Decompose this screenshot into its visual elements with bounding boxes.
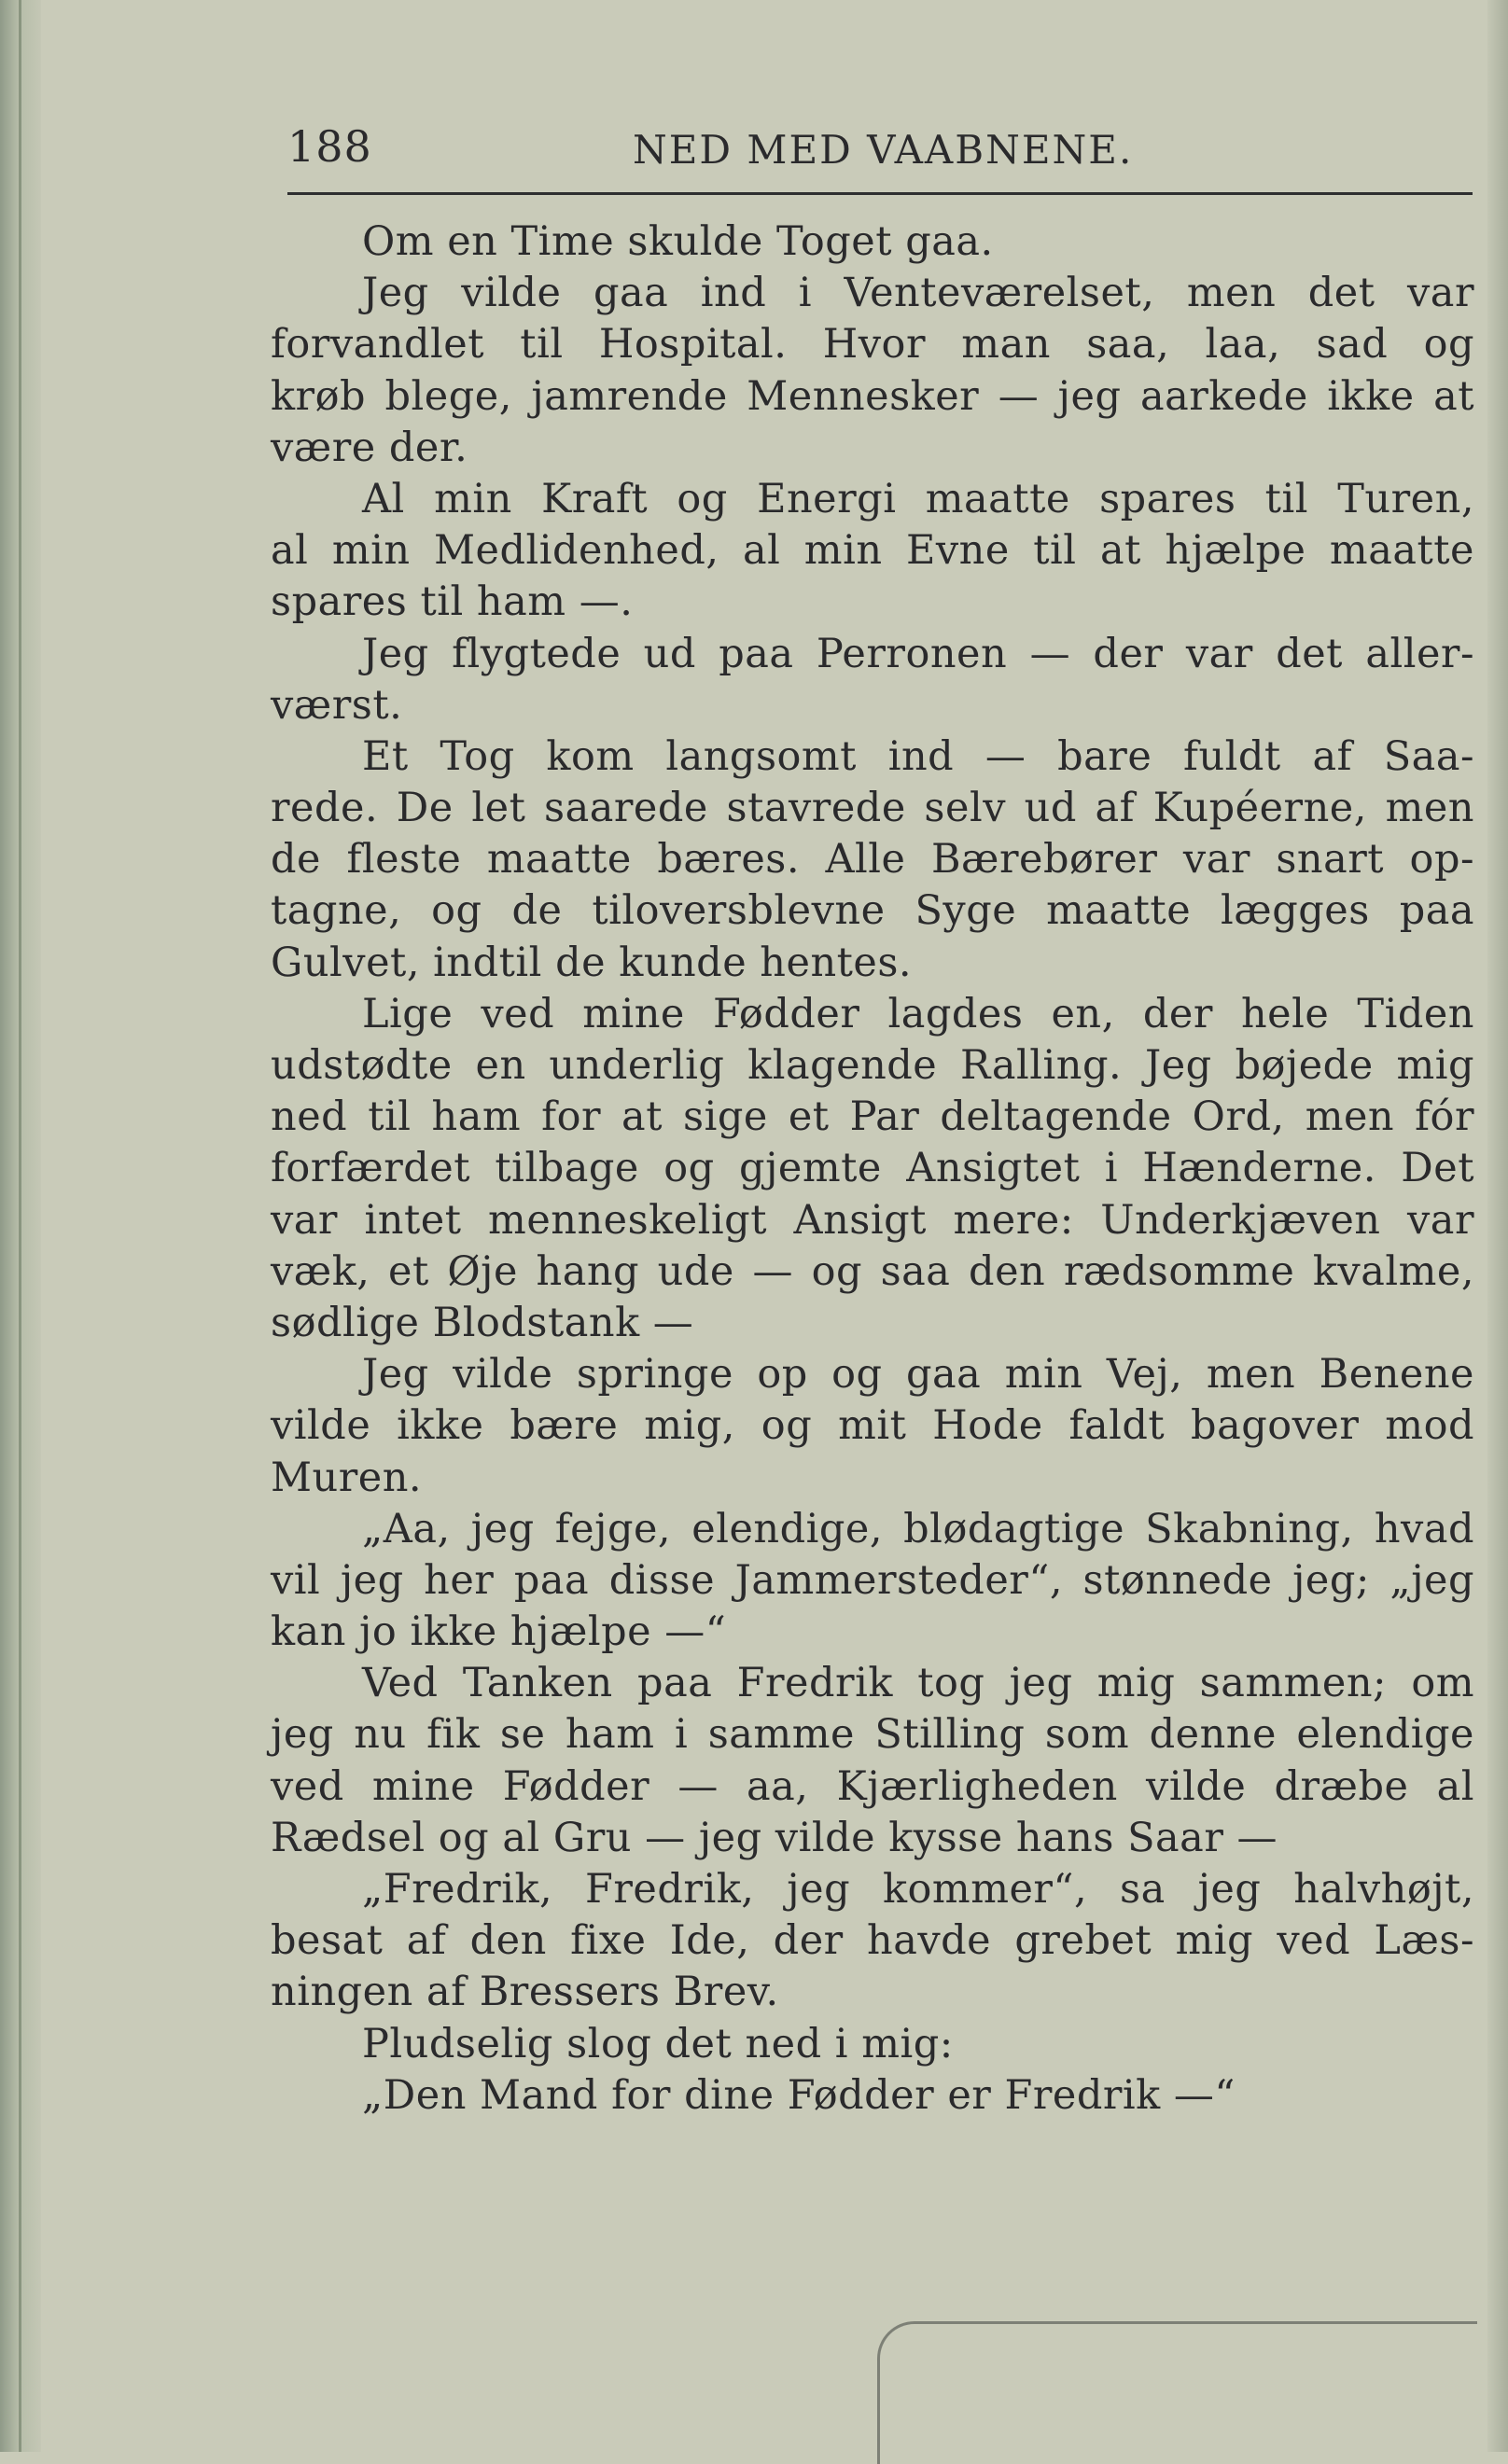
text-line: Jeg vilde springe op og gaa min Vej, men Benene (362, 1351, 1474, 1399)
binding-line (19, 0, 21, 2452)
running-title: NED MED VAABNENE. (633, 127, 1134, 173)
text-line: Ved Tanken paa Fredrik tog jeg mig sammen; om (362, 1660, 1474, 1707)
page-number: 188 (287, 121, 372, 172)
header-rule (287, 192, 1473, 195)
text-line: væk, et Øje hang ude — og saa den rædsomme kvalme, (271, 1247, 1474, 1295)
library-stamp-outline (877, 2321, 1477, 2464)
text-line: værst. (271, 681, 403, 729)
text-line: Pludselig slog det ned i mig: (362, 2020, 954, 2067)
text-line: kan jo ikke hjælpe —“ (271, 1608, 727, 1656)
text-line: Rædsel og al Gru — jeg vilde kysse hans Saar — (271, 1814, 1278, 1861)
text-line: var intet menneskeligt Ansigt mere: Underkjæven var (271, 1196, 1474, 1244)
text-line: Lige ved mine Fødder lagdes en, der hele Tiden (362, 990, 1474, 1037)
text-line: ved mine Fødder — aa, Kjærligheden vilde dræbe al (271, 1762, 1474, 1810)
text-line: Et Tog kom langsomt ind — bare fuldt af Saa- (362, 732, 1474, 780)
text-line: „Den Mand for dine Fødder er Fredrik —“ (362, 2071, 1236, 2119)
text-line: vilde ikke bære mig, og mit Hode faldt bagover mod (271, 1402, 1474, 1450)
text-line: være der. (271, 424, 468, 471)
text-line: „Fredrik, Fredrik, jeg kommer“, sa jeg halvhøjt, (362, 1866, 1474, 1913)
text-line: forvandlet til Hospital. Hvor man saa, laa, sad og (271, 321, 1474, 369)
text-line: spares til ham —. (271, 578, 634, 626)
text-line: Gulvet, indtil de kunde hentes. (271, 939, 913, 986)
text-line: forfærdet tilbage og gjemte Ansigtet i Hænderne. Det (271, 1145, 1474, 1192)
text-line: Muren. (271, 1454, 423, 1501)
text-line: krøb blege, jamrende Mennesker — jeg aarkede ikke at (271, 372, 1474, 420)
page-header (287, 121, 1473, 177)
body-text (271, 216, 1474, 2122)
text-line: ningen af Bressers Brev. (271, 1969, 779, 2016)
text-line: „Aa, jeg fejge, elendige, blødagtige Skabning, hvad (362, 1505, 1474, 1552)
text-line: jeg nu fik se ham i samme Stilling som denne elendige (271, 1711, 1474, 1759)
text-line: vil jeg her paa disse Jammersteder“, stønnede jeg; „jeg (271, 1556, 1474, 1604)
text-line: Al min Kraft og Energi maatte spares til Turen, (362, 475, 1474, 522)
text-line: Om en Time skulde Toget gaa. (362, 218, 994, 265)
text-line: udstødte en underlig klagende Ralling. Jeg bøjede mig (271, 1042, 1474, 1089)
text-line: Jeg vilde gaa ind i Venteværelset, men det var (362, 270, 1474, 317)
text-line: rede. De let saarede stavrede selv ud af Kupéerne, men (271, 785, 1474, 832)
text-line: tagne, og de tiloversblevne Syge maatte lægges paa (271, 887, 1474, 935)
text-line: de fleste maatte bæres. Alle Bærebører var snart op- (271, 836, 1474, 884)
text-line: al min Medlidenhed, al min Evne til at hjælpe maatte (271, 527, 1474, 575)
page-right-edge (1487, 0, 1508, 2452)
text-line: ned til ham for at sige et Par deltagende Ord, men fór (271, 1093, 1474, 1141)
text-line: Jeg flygtede ud paa Perronen — der var det aller- (362, 630, 1474, 677)
text-line: sødlige Blodstank — (271, 1299, 694, 1346)
text-line: besat af den fixe Ide, der havde grebet mig ved Læs- (271, 1917, 1474, 1965)
